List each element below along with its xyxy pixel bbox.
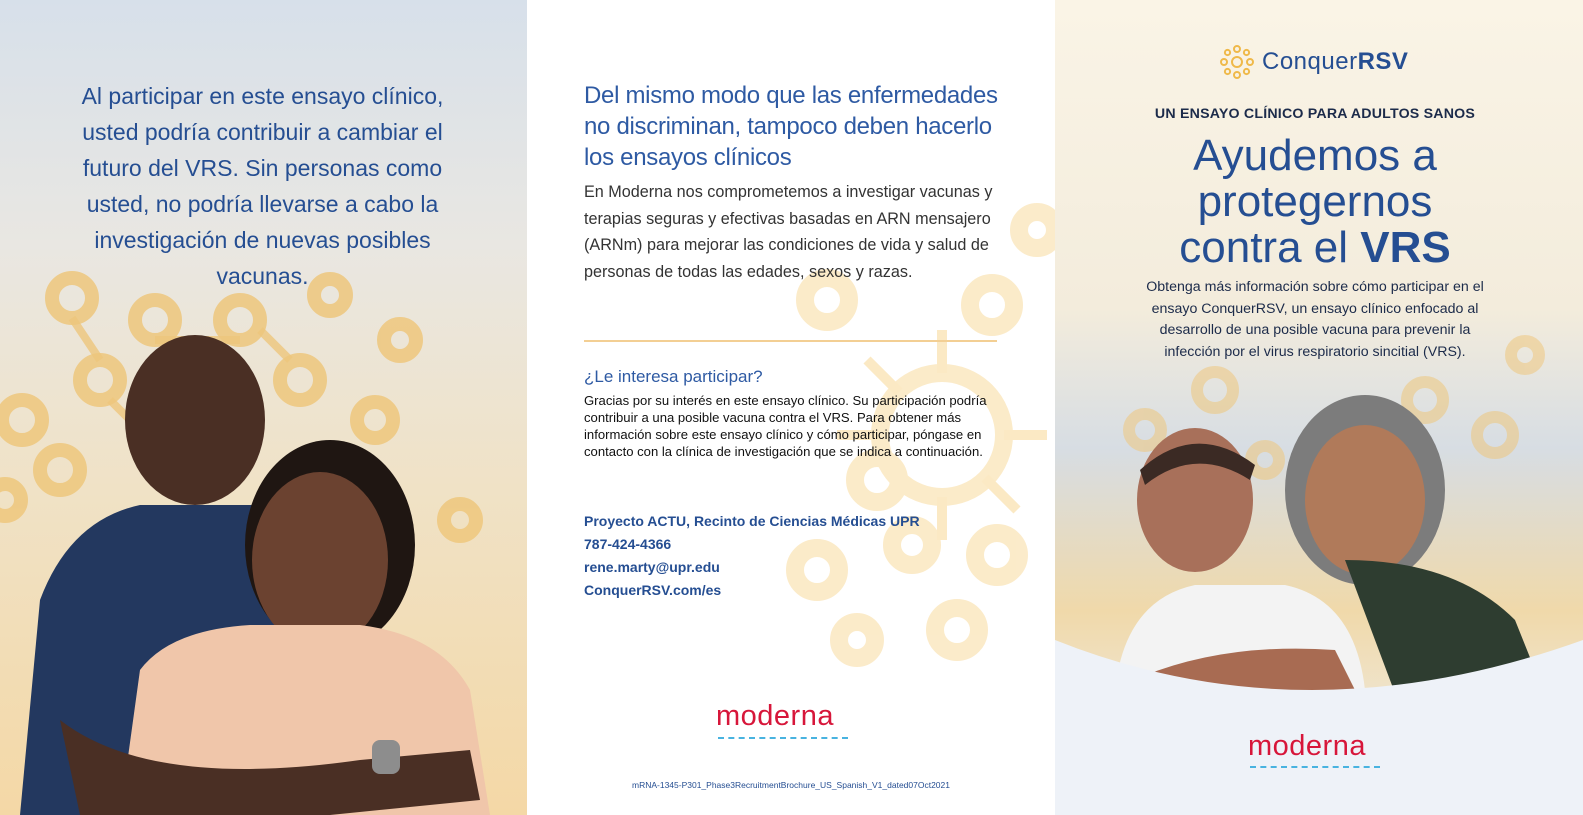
brand-name: ConquerRSV	[1262, 48, 1409, 75]
email-link[interactable]: rene.marty@upr.edu	[584, 559, 720, 575]
sun-icon	[1220, 45, 1254, 79]
description: Obtenga más información sobre cómo participar en el ensayo ConquerRSV, un ensayo clínico enfocado al desarrollo de una posible vacuna para prevenir la infección por el virus respiratorio sincitial (VRS).	[1146, 279, 1484, 360]
site-name: Proyecto ACTU, Recinto de Ciencias Médicas UPR	[584, 513, 920, 529]
headline: Ayudemos a protegernos contra el VRS	[1179, 131, 1451, 272]
logo-underline	[1250, 766, 1380, 768]
tagline: UN ENSAYO CLÍNICO PARA ADULTOS SANOS	[1154, 106, 1476, 122]
brand-lockup	[1220, 45, 1408, 79]
middle-panel	[527, 0, 1055, 815]
section-body: En Moderna nos comprometemos a investigar vacunas y terapias seguras y efectivas basadas en ARN mensajero (ARNm) para mejorar las condiciones de vida y salud de personas de todas las edades, sexos y razas.	[584, 183, 993, 281]
logo-underline	[718, 737, 848, 739]
moderna-logo: moderna	[716, 700, 834, 732]
section-heading: Del mismo modo que las enfermedades no discriminan, tampoco deben hacerlo los ensayos clínicos	[584, 82, 998, 171]
phone-link[interactable]: 787-424-4366	[584, 536, 672, 552]
moderna-logo: moderna	[1248, 730, 1366, 762]
question-heading: ¿Le interesa participar?	[584, 367, 763, 386]
right-panel	[1055, 0, 1583, 815]
question-body: Gracias por su interés en este ensayo clínico. Su participación podría contribuir a una posible vacuna contra el VRS. Para obtener más información sobre este ensayo clínico y cómo participar, póngase en contacto con la clínica de investigación que se indica a continuación.	[584, 393, 987, 459]
footer-code: mRNA-1345-P301_Phase3RecruitmentBrochure_US_Spanish_V1_dated07Oct2021	[631, 780, 950, 790]
contact-block	[584, 510, 1014, 602]
intro-text: Al participar en este ensayo clínico, usted podría contribuir a cambiar el futuro del VRS. Sin personas como usted, no podría llevarse a cabo la investigación de nuevas posibles vacunas.	[81, 83, 444, 289]
website-link[interactable]: ConquerRSV.com/es	[584, 582, 722, 598]
left-panel	[0, 0, 527, 815]
divider	[584, 340, 997, 342]
sky-and-couple-photo	[1055, 0, 1583, 815]
